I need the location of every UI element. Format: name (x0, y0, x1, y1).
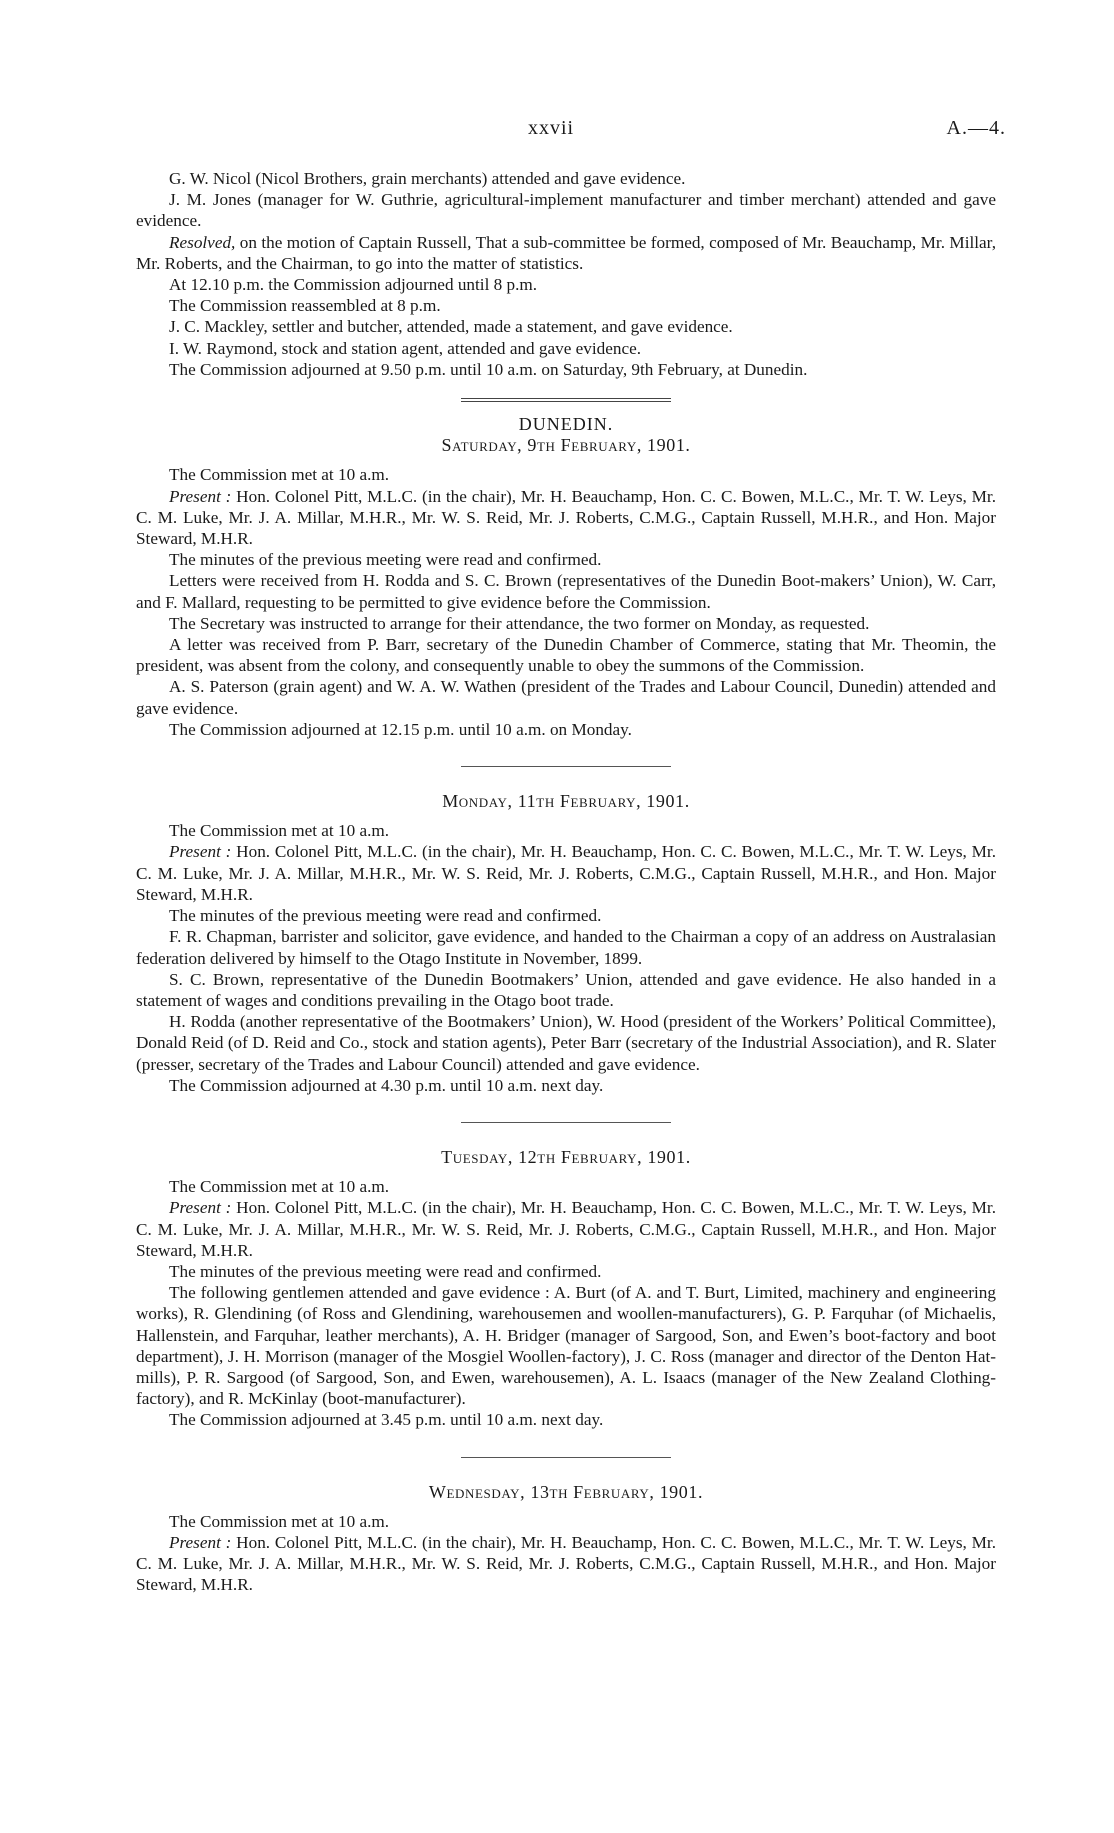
paragraph: The minutes of the previous meeting were read and confirmed. (169, 906, 602, 926)
paragraph: The Commission adjourned at 12.15 p.m. until 10 a.m. on Monday. (169, 719, 632, 739)
paragraph: The Secretary was instructed to arrange for their attendance, the two former on Monday, as requested. (169, 613, 870, 633)
paragraph: A. S. Paterson (grain agent) and W. A. W. Wathen (president of the Trades and Labour Council, Dunedin) attended and gave evidence. (136, 677, 996, 718)
paragraph: The Commission adjourned at 3.45 p.m. until 10 a.m. next day. (169, 1410, 604, 1430)
present-label: Present : (169, 842, 232, 862)
paragraph: I. W. Raymond, stock and station agent, attended and gave evidence. (169, 338, 642, 358)
section-divider (461, 1122, 671, 1123)
document-body (136, 168, 996, 1596)
resolved-label: Resolved, (169, 232, 236, 252)
date-heading-wednesday: Wednesday, 13th February, 1901. (428, 1481, 704, 1502)
paragraph: The Commission adjourned at 9.50 p.m. until 10 a.m. on Saturday, 9th February, at Dunedin. (169, 359, 808, 379)
paragraph: The Commission adjourned at 4.30 p.m. until 10 a.m. next day. (169, 1075, 604, 1095)
present-label: Present : (169, 486, 232, 506)
present-paragraph (136, 1197, 996, 1261)
present-label: Present : (169, 1532, 232, 1552)
section-divider (461, 766, 671, 767)
paragraph: The following gentlemen attended and gave evidence : A. Burt (of A. and T. Burt, Limited, machinery and engineering works), R. Glendining (of Ross and Glendining, warehousemen and woollen-manufacturers), G. P. Farquhar (of Michaelis, Hallenstein, and Farquhar, leather merchants), A. H. Bridger (manager of Sargood, Son, and Ewen’s boot-factory and boot department), J. H. Morrison (manager of the Mosgiel Woollen-factory), J. C. Ross (manager and director of the Denton Hat-mills), P. R. Sargood (of Sargood, Son, and Ewen, warehousemen), A. L. Isaacs (manager of the New Zealand Clothing-factory), and R. McKinlay (boot-manufacturer). (136, 1283, 996, 1409)
paragraph: G. W. Nicol (Nicol Brothers, grain merchants) attended and gave evidence. (169, 169, 686, 188)
present-label: Present : (169, 1198, 232, 1218)
present-paragraph (136, 1532, 996, 1596)
paper-reference: A.—4. (946, 117, 1006, 139)
paragraph: The Commission reassembled at 8 p.m. (169, 296, 441, 316)
present-paragraph (136, 841, 996, 905)
page-header (0, 117, 1114, 147)
place-heading: DUNEDIN. (518, 414, 614, 435)
paragraph: J. C. Mackley, settler and butcher, attended, made a statement, and gave evidence. (169, 317, 733, 337)
double-rule-divider (461, 398, 671, 402)
paragraph: H. Rodda (another representative of the Bootmakers’ Union), W. Hood (president of the Workers’ Political Committee), Donald Reid (of D. Reid and Co., stock and station agents), Peter Barr (secretary of the Industrial Association), and R. Slater (presser, secretary of the Trades and Labour Council) attended and gave evidence. (136, 1012, 996, 1074)
date-heading-saturday: Saturday, 9th February, 1901. (441, 435, 691, 456)
paragraph: F. R. Chapman, barrister and solicitor, gave evidence, and handed to the Chairman a copy of an address on Australasian federation delivered by himself to the Otago Institute in November, 1899. (136, 927, 996, 968)
present-list: Hon. Colonel Pitt, M.L.C. (in the chair), Mr. H. Beauchamp, Hon. C. C. Bowen, M.L.C., Mr. T. W. Leys, Mr. C. M. Luke, Mr. J. A. Millar, M.H.R., Mr. W. S. Reid, Mr. J. Roberts, C.M.G., Captain Russell, M.H.R., and Hon. Major Steward, M.H.R. (136, 486, 996, 549)
paragraph: The Commission met at 10 a.m. (169, 1511, 390, 1531)
resolution-text: on the motion of Captain Russell, That a sub-committee be formed, composed of Mr. Beauchamp, Mr. Millar, Mr. Roberts, and the Chairman, to go into the matter of statistics. (136, 232, 996, 273)
paragraph: The Commission met at 10 a.m. (169, 1177, 390, 1197)
paragraph: J. M. Jones (manager for W. Guthrie, agricultural-implement manufacturer and timber merchant) attended and gave evidence. (136, 190, 996, 231)
paragraph (136, 232, 996, 274)
paragraph: The minutes of the previous meeting were read and confirmed. (169, 550, 602, 570)
paragraph: The Commission met at 10 a.m. (169, 821, 390, 841)
date-heading-monday: Monday, 11th February, 1901. (442, 791, 690, 812)
date-heading-tuesday: Tuesday, 12th February, 1901. (441, 1146, 691, 1167)
present-paragraph (136, 486, 996, 550)
page-number: xxvii (528, 117, 575, 139)
paragraph: Letters were received from H. Rodda and S. C. Brown (representatives of the Dunedin Boot-makers’ Union), W. Carr, and F. Mallard, requesting to be permitted to give evidence before the Commission. (136, 571, 996, 612)
paragraph: The Commission met at 10 a.m. (169, 465, 390, 485)
section-divider (461, 1457, 671, 1458)
present-list: Hon. Colonel Pitt, M.L.C. (in the chair), Mr. H. Beauchamp, Hon. C. C. Bowen, M.L.C., Mr. T. W. Leys, Mr. C. M. Luke, Mr. J. A. Millar, M.H.R., Mr. W. S. Reid, Mr. J. Roberts, C.M.G., Captain Russell, M.H.R., and Hon. Major Steward, M.H.R. (136, 1532, 996, 1595)
present-list: Hon. Colonel Pitt, M.L.C. (in the chair), Mr. H. Beauchamp, Hon. C. C. Bowen, M.L.C., Mr. T. W. Leys, Mr. C. M. Luke, Mr. J. A. Millar, M.H.R., Mr. W. S. Reid, Mr. J. Roberts, C.M.G., Captain Russell, M.H.R., and Hon. Major Steward, M.H.R. (136, 842, 996, 904)
paragraph: A letter was received from P. Barr, secretary of the Dunedin Chamber of Commerce, stating that Mr. Theomin, the president, was absent from the colony, and consequently unable to obey the summons of the Commission. (136, 635, 996, 676)
paragraph: The minutes of the previous meeting were read and confirmed. (169, 1261, 602, 1281)
present-list: Hon. Colonel Pitt, M.L.C. (in the chair), Mr. H. Beauchamp, Hon. C. C. Bowen, M.L.C., Mr. T. W. Leys, Mr. C. M. Luke, Mr. J. A. Millar, M.H.R., Mr. W. S. Reid, Mr. J. Roberts, C.M.G., Captain Russell, M.H.R., and Hon. Major Steward, M.H.R. (136, 1198, 996, 1260)
paragraph: S. C. Brown, representative of the Dunedin Bootmakers’ Union, attended and gave evidence. He also handed in a statement of wages and conditions prevailing in the Otago boot trade. (136, 969, 996, 1010)
paragraph: At 12.10 p.m. the Commission adjourned until 8 p.m. (169, 275, 538, 295)
